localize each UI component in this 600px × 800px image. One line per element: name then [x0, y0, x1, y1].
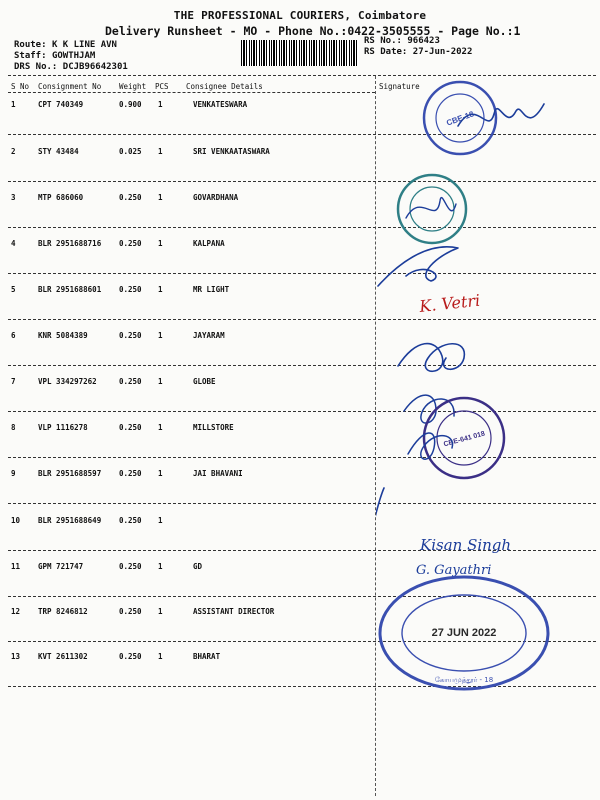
row-sno: 2 [11, 147, 16, 156]
row-sno: 9 [11, 469, 16, 478]
row-sno: 10 [11, 516, 21, 525]
company-title: THE PROFESSIONAL COURIERS, Coimbatore [173, 9, 427, 22]
signature-row6 [398, 344, 464, 372]
row-consignee: GD [193, 562, 203, 571]
stamp-oval-coimbatore [380, 577, 548, 689]
row-consignee: MILLSTORE [193, 423, 234, 432]
row-sno: 11 [11, 562, 21, 571]
drs-value: DCJB96642301 [62, 62, 128, 72]
row-consignment-no: KVT 2611302 [38, 652, 88, 661]
row-consignee: KALPANA [193, 239, 225, 248]
col-header-consignment: Consignment No [38, 82, 102, 91]
signature-row3 [406, 198, 456, 218]
row-weight: 0.250 [119, 285, 142, 294]
row-consignment-no: BLR 2951688716 [38, 239, 102, 248]
route-label: Route: [14, 40, 47, 50]
row-weight: 0.250 [119, 607, 142, 616]
row-consignment-no: GPM 721747 [38, 562, 84, 571]
stamp-govardhana [398, 175, 466, 243]
row-consignment-no: TRP 8246812 [38, 607, 88, 616]
row-consignment-no: BLR 2951688601 [38, 285, 102, 294]
row-sno: 3 [11, 193, 16, 202]
row-pcs: 1 [158, 516, 163, 525]
row-weight: 0.250 [119, 562, 142, 571]
row-consignment-no: VPL 334297262 [38, 377, 97, 386]
row-consignee: MR LIGHT [193, 285, 230, 294]
row-pcs: 1 [158, 423, 163, 432]
svg-text:CBE-18: CBE-18 [445, 109, 476, 128]
row-pcs: 1 [158, 285, 163, 294]
svg-text:CBE-641 018: CBE-641 018 [442, 430, 486, 449]
row-consignment-no: CPT 740349 [38, 100, 84, 109]
row-sno: 5 [11, 285, 16, 294]
signature-area [376, 76, 600, 800]
rs-date-row [364, 47, 472, 57]
signature-row9 [376, 488, 384, 556]
row-sno: 7 [11, 377, 16, 386]
col-header-weight: Weight [119, 82, 147, 91]
row-sno: 12 [11, 607, 21, 616]
row-consignee: ASSISTANT DIRECTOR [193, 607, 275, 616]
col-header-consignee: Consignee Details [186, 82, 263, 91]
stamp-city-text: கோயமுத்தூர் - 18 [434, 676, 494, 684]
row-sno: 4 [11, 239, 16, 248]
row-pcs: 1 [158, 469, 163, 478]
row-weight: 0.250 [119, 239, 142, 248]
drs-row [14, 62, 128, 72]
row-consignee: VENKATESWARA [193, 100, 248, 109]
handwriting-gayathri: G. Gayathri [416, 563, 492, 578]
staff-value: GOWTHJAM [51, 51, 96, 61]
col-header-pcs: PCS [155, 82, 169, 91]
rs-date-label: RS Date: [364, 47, 408, 57]
stamp-date: 27 JUN 2022 [431, 627, 497, 639]
row-weight: 0.250 [119, 331, 142, 340]
row-weight: 0.250 [119, 469, 142, 478]
row-sno: 6 [11, 331, 16, 340]
route-value: K K LINE AVN [51, 40, 117, 50]
row-weight: 0.900 [119, 100, 142, 109]
row-weight: 0.025 [119, 147, 142, 156]
signature-row1 [458, 104, 544, 126]
runsheet-subtitle: Delivery Runsheet - MO - Phone No.:0422-3505555 - Page No.:1 [105, 24, 521, 38]
stamp-sri-venkateswara [424, 82, 496, 154]
rs-no-label: RS No.: [364, 36, 402, 46]
route-row [14, 40, 117, 50]
row-pcs: 1 [158, 607, 163, 616]
stamp-coimbatore-general-supplies [424, 398, 504, 478]
row-sno: 1 [11, 100, 16, 109]
row-consignment-no: STY 43484 [38, 147, 79, 156]
row-consignee: JAI BHAVANI [193, 469, 243, 478]
row-weight: 0.250 [119, 377, 142, 386]
row-weight: 0.250 [119, 652, 142, 661]
rs-date-value: 27-Jun-2022 [412, 47, 473, 57]
row-consignee: SRI VENKAATASWARA [193, 147, 270, 156]
row-consignment-no: VLP 1116278 [38, 423, 88, 432]
row-weight: 0.250 [119, 516, 142, 525]
row-pcs: 1 [158, 147, 163, 156]
row-consignee: BHARAT [193, 652, 221, 661]
drs-label: DRS No.: [14, 62, 58, 72]
row-consignee: GLOBE [193, 377, 216, 386]
row-pcs: 1 [158, 193, 163, 202]
row-weight: 0.250 [119, 193, 142, 202]
row-weight: 0.250 [119, 423, 142, 432]
col-header-signature: Signature [379, 82, 420, 91]
row-consignment-no: BLR 2951688597 [38, 469, 102, 478]
rs-no-row [364, 36, 440, 46]
row-consignee: GOVARDHANA [193, 193, 239, 202]
row-pcs: 1 [158, 331, 163, 340]
row-pcs: 1 [158, 239, 163, 248]
signature-row5: K. Vetri [418, 290, 481, 316]
rs-no-value: 966423 [407, 36, 440, 46]
header-under-rule [8, 92, 375, 93]
barcode [241, 40, 359, 66]
row-sno: 13 [11, 652, 21, 661]
staff-row [14, 51, 95, 61]
row-pcs: 1 [158, 652, 163, 661]
row-consignment-no: BLR 2951688649 [38, 516, 102, 525]
row-pcs: 1 [158, 562, 163, 571]
row-pcs: 1 [158, 100, 163, 109]
col-header-sno: S No [11, 82, 30, 91]
row-consignment-no: MTP 686060 [38, 193, 84, 202]
row-pcs: 1 [158, 377, 163, 386]
handwriting-kisan-singh: Kisan Singh [420, 536, 512, 554]
row-consignee: JAYARAM [193, 331, 225, 340]
row-consignment-no: KNR 5084389 [38, 331, 88, 340]
signature-row4 [378, 247, 458, 286]
row-sno: 8 [11, 423, 16, 432]
staff-label: Staff: [14, 51, 47, 61]
